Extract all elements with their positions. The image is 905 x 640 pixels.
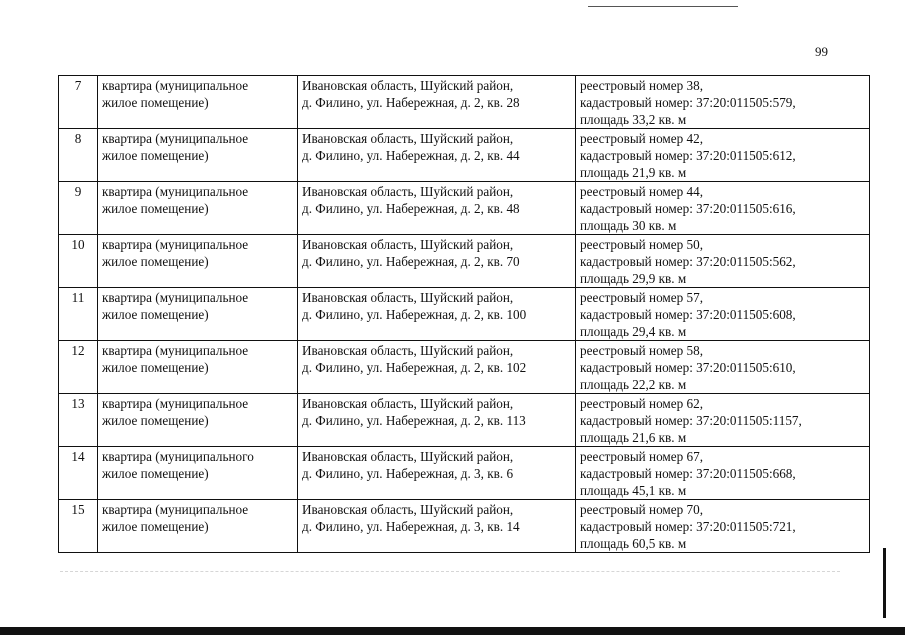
object-type-cell: [98, 500, 298, 553]
address-line: Ивановская область, Шуйский район,: [302, 343, 514, 358]
address-cell: [298, 500, 576, 553]
object-type-line: квартира (муниципальное: [102, 237, 249, 252]
table-row: [59, 76, 870, 129]
table-row: [59, 394, 870, 447]
address-line: Ивановская область, Шуйский район,: [302, 502, 514, 517]
registry-info-line: реестровый номер 58,: [580, 343, 704, 358]
object-type-cell: [98, 394, 298, 447]
registry-info-cell: [576, 76, 870, 129]
registry-info-line: кадастровый номер: 37:20:011505:616,: [580, 201, 796, 216]
address-line: д. Филино, ул. Набережная, д. 2, кв. 100: [302, 307, 527, 322]
table-row: [59, 182, 870, 235]
object-type-line: квартира (муниципальное: [102, 502, 249, 517]
address-line: д. Филино, ул. Набережная, д. 2, кв. 102: [302, 360, 527, 375]
object-type-line: жилое помещение): [102, 95, 209, 110]
registry-info-line: площадь 33,2 кв. м: [580, 112, 687, 127]
row-number-cell: 11: [59, 288, 98, 341]
address-line: д. Филино, ул. Набережная, д. 2, кв. 113: [302, 413, 526, 428]
property-table-body: [59, 76, 870, 553]
row-number-cell: 9: [59, 182, 98, 235]
row-number-cell: 13: [59, 394, 98, 447]
registry-info-line: кадастровый номер: 37:20:011505:579,: [580, 95, 796, 110]
address-cell: [298, 182, 576, 235]
registry-info-cell: [576, 182, 870, 235]
scan-edge-mark: [883, 548, 886, 618]
registry-info-line: кадастровый номер: 37:20:011505:608,: [580, 307, 796, 322]
row-number-cell: 8: [59, 129, 98, 182]
registry-info-cell: [576, 288, 870, 341]
row-number-cell: 7: [59, 76, 98, 129]
address-line: Ивановская область, Шуйский район,: [302, 184, 514, 199]
address-cell: [298, 341, 576, 394]
registry-info-line: реестровый номер 42,: [580, 131, 704, 146]
address-cell: [298, 288, 576, 341]
table-row: [59, 129, 870, 182]
top-rule: [588, 6, 738, 7]
registry-info-line: площадь 21,9 кв. м: [580, 165, 687, 180]
address-line: Ивановская область, Шуйский район,: [302, 449, 514, 464]
row-number-cell: 10: [59, 235, 98, 288]
address-line: Ивановская область, Шуйский район,: [302, 78, 514, 93]
row-number-cell: 15: [59, 500, 98, 553]
object-type-line: квартира (муниципальное: [102, 343, 249, 358]
object-type-line: квартира (муниципальное: [102, 78, 249, 93]
address-line: Ивановская область, Шуйский район,: [302, 396, 514, 411]
object-type-line: квартира (муниципальное: [102, 131, 249, 146]
registry-info-line: площадь 45,1 кв. м: [580, 483, 687, 498]
registry-info-line: реестровый номер 70,: [580, 502, 704, 517]
registry-info-line: кадастровый номер: 37:20:011505:668,: [580, 466, 796, 481]
address-cell: [298, 447, 576, 500]
object-type-line: квартира (муниципального: [102, 449, 254, 464]
registry-info-line: площадь 21,6 кв. м: [580, 430, 687, 445]
registry-info-cell: [576, 447, 870, 500]
object-type-line: жилое помещение): [102, 148, 209, 163]
address-line: Ивановская область, Шуйский район,: [302, 131, 514, 146]
registry-info-line: реестровый номер 50,: [580, 237, 704, 252]
row-number-cell: 12: [59, 341, 98, 394]
registry-info-line: площадь 29,9 кв. м: [580, 271, 687, 286]
table-row: [59, 288, 870, 341]
object-type-line: жилое помещение): [102, 413, 209, 428]
table-row: [59, 447, 870, 500]
table-row: [59, 500, 870, 553]
table-row: [59, 341, 870, 394]
registry-info-cell: [576, 235, 870, 288]
object-type-line: квартира (муниципальное: [102, 396, 249, 411]
object-type-cell: [98, 341, 298, 394]
address-line: д. Филино, ул. Набережная, д. 2, кв. 44: [302, 148, 520, 163]
registry-info-cell: [576, 129, 870, 182]
row-number-cell: 14: [59, 447, 98, 500]
registry-info-line: площадь 22,2 кв. м: [580, 377, 687, 392]
object-type-line: квартира (муниципальное: [102, 290, 249, 305]
registry-info-line: кадастровый номер: 37:20:011505:1157,: [580, 413, 802, 428]
object-type-line: жилое помещение): [102, 466, 209, 481]
address-line: Ивановская область, Шуйский район,: [302, 290, 514, 305]
address-cell: [298, 394, 576, 447]
address-line: д. Филино, ул. Набережная, д. 2, кв. 28: [302, 95, 520, 110]
registry-info-line: кадастровый номер: 37:20:011505:612,: [580, 148, 796, 163]
address-line: Ивановская область, Шуйский район,: [302, 237, 514, 252]
registry-info-line: кадастровый номер: 37:20:011505:562,: [580, 254, 796, 269]
object-type-line: жилое помещение): [102, 254, 209, 269]
registry-info-line: реестровый номер 62,: [580, 396, 704, 411]
registry-info-line: кадастровый номер: 37:20:011505:610,: [580, 360, 796, 375]
address-cell: [298, 76, 576, 129]
scan-artifact-line: [60, 571, 840, 572]
address-line: д. Филино, ул. Набережная, д. 3, кв. 14: [302, 519, 520, 534]
registry-info-line: площадь 60,5 кв. м: [580, 536, 687, 551]
registry-info-line: площадь 29,4 кв. м: [580, 324, 687, 339]
registry-info-line: площадь 30 кв. м: [580, 218, 677, 233]
registry-info-line: кадастровый номер: 37:20:011505:721,: [580, 519, 796, 534]
registry-info-line: реестровый номер 67,: [580, 449, 704, 464]
object-type-cell: [98, 447, 298, 500]
registry-info-line: реестровый номер 57,: [580, 290, 704, 305]
registry-info-line: реестровый номер 38,: [580, 78, 704, 93]
object-type-line: квартира (муниципальное: [102, 184, 249, 199]
object-type-line: жилое помещение): [102, 519, 209, 534]
address-line: д. Филино, ул. Набережная, д. 2, кв. 70: [302, 254, 520, 269]
object-type-cell: [98, 235, 298, 288]
table-row: [59, 235, 870, 288]
scan-bottom-edge: [0, 627, 905, 635]
object-type-cell: [98, 76, 298, 129]
object-type-line: жилое помещение): [102, 360, 209, 375]
property-table: [58, 75, 870, 553]
object-type-cell: [98, 182, 298, 235]
address-line: д. Филино, ул. Набережная, д. 3, кв. 6: [302, 466, 514, 481]
object-type-cell: [98, 129, 298, 182]
registry-info-line: реестровый номер 44,: [580, 184, 704, 199]
address-cell: [298, 129, 576, 182]
address-line: д. Филино, ул. Набережная, д. 2, кв. 48: [302, 201, 520, 216]
page-number: 99: [815, 44, 828, 59]
object-type-line: жилое помещение): [102, 307, 209, 322]
registry-info-cell: [576, 500, 870, 553]
registry-info-cell: [576, 394, 870, 447]
registry-info-cell: [576, 341, 870, 394]
address-cell: [298, 235, 576, 288]
object-type-line: жилое помещение): [102, 201, 209, 216]
object-type-cell: [98, 288, 298, 341]
